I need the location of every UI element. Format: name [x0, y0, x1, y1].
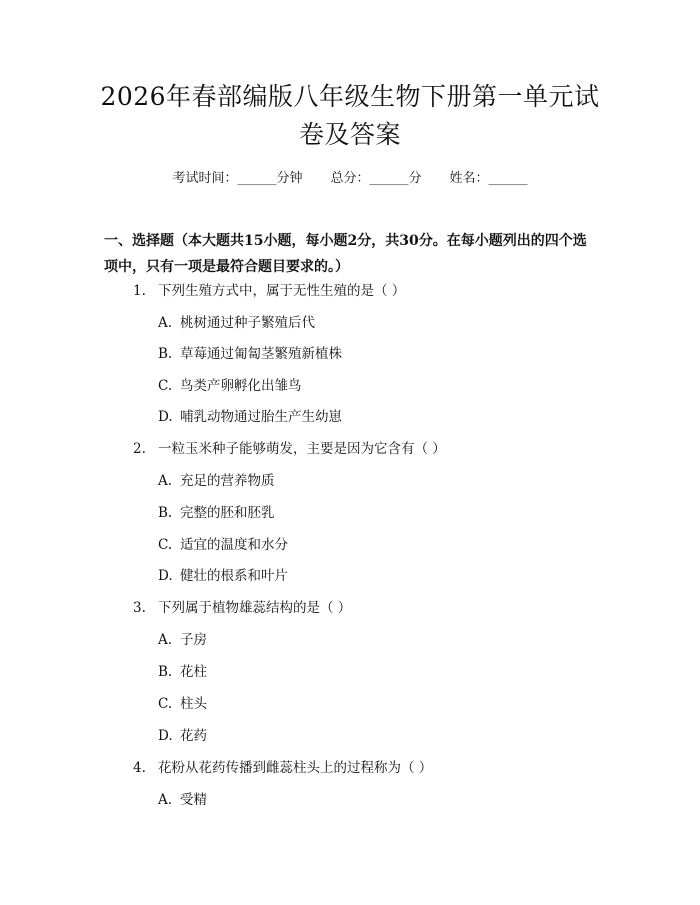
option-text: 子房 — [180, 632, 207, 648]
option-letter: A. — [158, 315, 173, 331]
option-text: 适宜的温度和水分 — [180, 537, 288, 553]
option-text: 完整的胚和胚乳 — [180, 505, 275, 521]
question-3-option-a — [158, 630, 207, 650]
question-3-option-b — [158, 662, 207, 682]
question-2-option-c — [158, 535, 288, 555]
option-letter: C. — [158, 378, 173, 394]
option-letter: A. — [158, 632, 173, 648]
question-2-option-d — [158, 566, 288, 586]
question-number: 2. — [133, 441, 146, 457]
question-text: 一粒玉米种子能够萌发，主要是因为它含有（ ） — [158, 441, 446, 457]
option-text: 草莓通过匍匐茎繁殖新植株 — [180, 346, 342, 362]
option-letter: D. — [158, 409, 173, 425]
page-title-line-2: 卷及答案 — [298, 120, 401, 149]
option-letter: A. — [158, 792, 173, 808]
question-1-option-c — [158, 376, 302, 396]
question-1-option-a — [158, 313, 315, 333]
option-text: 哺乳动物通过胎生产生幼崽 — [180, 409, 342, 425]
question-text: 下列生殖方式中，属于无性生殖的是（ ） — [158, 283, 406, 299]
question-4 — [133, 758, 432, 778]
question-1 — [133, 281, 405, 301]
question-3-option-c — [158, 694, 207, 714]
question-1-option-d — [158, 407, 342, 427]
option-letter: B. — [158, 505, 173, 521]
section-heading-line-1: 一、选择题（本大题共15小题，每小题2分，共30分。在每小题列出的四个选 — [104, 233, 587, 249]
option-text: 花柱 — [180, 664, 207, 680]
question-2 — [133, 439, 446, 459]
option-text: 健壮的根系和叶片 — [180, 568, 288, 584]
option-letter: A. — [158, 473, 173, 489]
option-text: 花药 — [180, 728, 207, 744]
question-2-option-a — [158, 471, 275, 491]
option-letter: B. — [158, 346, 173, 362]
option-letter: C. — [158, 696, 173, 712]
question-text: 下列属于植物雄蕊结构的是（ ） — [158, 600, 352, 616]
question-3 — [133, 598, 351, 618]
question-4-option-a — [158, 790, 207, 810]
question-2-option-b — [158, 503, 275, 523]
option-letter: D. — [158, 728, 173, 744]
total-score-field: 总分：______分 — [330, 171, 422, 186]
question-number: 4. — [133, 760, 146, 776]
student-name-field: 姓名：______ — [449, 171, 528, 186]
option-letter: D. — [158, 568, 173, 584]
question-number: 1. — [133, 283, 146, 299]
exam-meta — [0, 170, 700, 188]
option-text: 受精 — [180, 792, 207, 808]
section-heading-line-2: 项中，只有一项是最符合题目要求的。） — [104, 259, 349, 275]
question-3-option-d — [158, 726, 207, 746]
option-letter: B. — [158, 664, 173, 680]
option-text: 鸟类产卵孵化出雏鸟 — [180, 378, 302, 394]
exam-time-field: 考试时间：______分钟 — [172, 171, 303, 186]
question-1-option-b — [158, 344, 342, 364]
option-text: 充足的营养物质 — [180, 473, 275, 489]
question-text: 花粉从花药传播到雌蕊柱头上的过程称为（ ） — [158, 760, 433, 776]
question-number: 3. — [133, 600, 146, 616]
option-text: 柱头 — [180, 696, 207, 712]
page-title-line-1: 2026年春部编版八年级生物下册第一单元试 — [100, 82, 600, 111]
option-text: 桃树通过种子繁殖后代 — [180, 315, 315, 331]
option-letter: C. — [158, 537, 173, 553]
